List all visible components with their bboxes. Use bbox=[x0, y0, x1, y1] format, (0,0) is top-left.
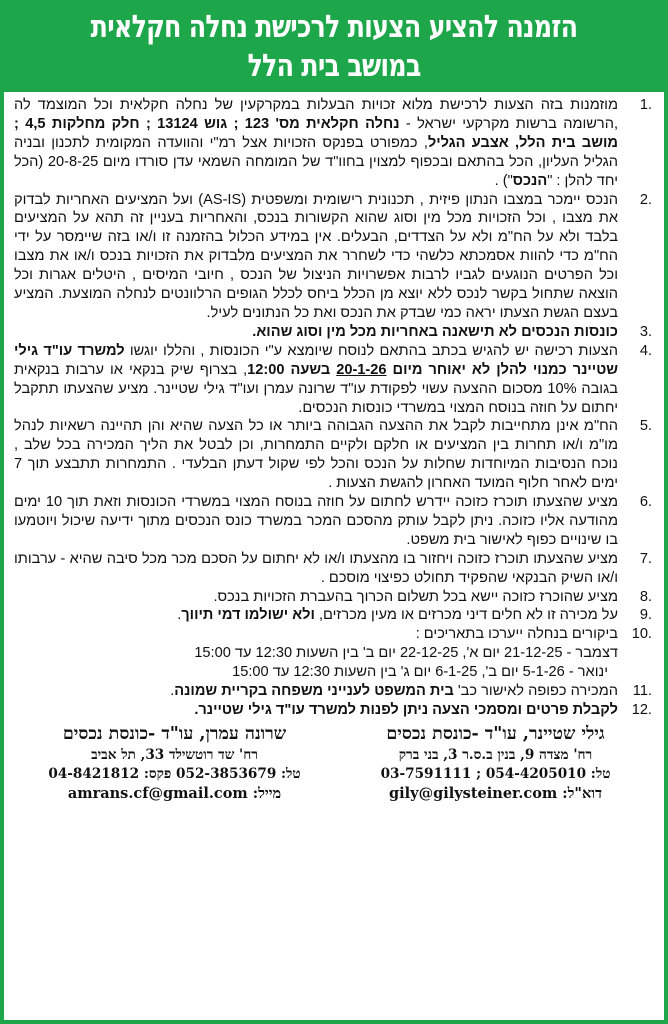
clause-segment: הצעות רכישה יש להגיש בכתב בהתאם לנוסח שיומצא ע"י הכונסות , והללו יוגשו bbox=[124, 342, 618, 359]
clause-item bbox=[14, 682, 656, 701]
emphasis-text: ולא ישולמו דמי תיווך bbox=[181, 607, 315, 624]
clause-text bbox=[14, 342, 618, 418]
emphasis-text: הנכס bbox=[512, 172, 548, 189]
emphasis-text: לקבלת פרטים ומסמכי הצעה ניתן לפנות למשרד עו"ד גילי שטיינר. bbox=[194, 702, 618, 718]
clause-number: 11. bbox=[632, 683, 652, 700]
clause-segment: מוזמנות בזה הצעות לרכישת מלוא זכויות הבעלות במקרקעין של נחלה חקלאית וכל המוצמד לה ,הרשומה ברשות מקרקעי ישראל - bbox=[14, 97, 619, 132]
clause-number: 5. bbox=[639, 418, 652, 435]
visit-january: ינואר - 5-1-26 יום ב', 6-1-25 יום ג' בין השעות 12:30 עד 15:00 bbox=[232, 664, 608, 681]
clause-segment: ביקורים בנחלה ייערכו בתאריכים : bbox=[415, 626, 618, 643]
clause-segment: על מכירה זו לא חלים דיני מכרזים או מעין מכרזים, bbox=[314, 607, 618, 624]
clause-item bbox=[14, 625, 656, 644]
clause-segment: . bbox=[177, 607, 182, 624]
clauses-list-tail bbox=[14, 682, 656, 720]
notice-body bbox=[4, 92, 664, 804]
clause-segment: , כמפורט בפנקס הזכויות אצל רמ"י והוועדה המקומית לתכנון ובניה הגליל העליון, הכל בהתאם ובכפוף למצוין בחוו"ד של המומחה השמאי עדן סורדו מיום 20-8-25 (הכל יחד להלן : " bbox=[14, 134, 618, 189]
clause-number: 6. bbox=[639, 494, 652, 511]
signer-address: רח' מצדה 9, בנין ב.ס.ר 3, בני ברק bbox=[398, 746, 593, 763]
visit-dates bbox=[14, 644, 656, 682]
clause-number: 12. bbox=[631, 702, 652, 718]
signer-phone: טל: 054-4205010 ; 03-7591111 bbox=[380, 765, 611, 782]
emphasis-text: בית המשפט לענייני משפחה בקריית שמונה bbox=[174, 683, 454, 700]
clause-item bbox=[14, 701, 656, 720]
clause-segment: , בצרוף שיק בנקאי או ערבות בנקאית בגובה 10% מסכום ההצעה עשוי לפקודת עו"ד שרונה עמרן ועו"ד גילי שטיינר. מציע שהצעתו תתקבל יחתום על חוזה בנוסח המצוי במשרדי כונסות הנכסים. bbox=[14, 361, 618, 416]
clause-text bbox=[14, 701, 618, 720]
signer-name: גילי שטיינר, עו"ד -כונסת נכסים bbox=[386, 723, 605, 744]
clause-text bbox=[14, 96, 618, 191]
clause-text bbox=[14, 588, 618, 607]
clause-segment: הח"מ אינן מתחייבות לקבל את ההצעה הגבוהה ביותר או כל הצעה שהיא והן תהיינה רשאיות לנהל מו"מ ו/או תחרות בין המציעים או חלקם ולקיים התמחרות, וכן לבטל את הליך המכירה בכל שלב , נוכח הנסיבות המיוחדות שחלות על הנכס והכל לפי שקול דעתן הבלעדי . התמחרות תתבצע תוך 7 ימים לאחר חלוף המועד האחרון להגשת הצעות . bbox=[14, 418, 618, 492]
clause-text bbox=[14, 625, 618, 644]
emphasis-text: כונסות הנכסים לא תישאנה באחריות מכל מין וסוג שהוא. bbox=[252, 323, 618, 340]
clause-number: 8. bbox=[639, 588, 652, 605]
title-line-1: הזמנה להציע הצעות לרכישת נחלה חקלאית bbox=[90, 9, 578, 45]
clause-text bbox=[14, 493, 618, 550]
clause-item bbox=[14, 342, 656, 418]
signer-email[interactable]: מייל: amrans.cf@gmail.com bbox=[67, 784, 282, 802]
notice-header bbox=[4, 4, 664, 92]
signer-address: רח' שד רוטשילד 33, תל אביב bbox=[91, 746, 258, 763]
clause-segment: . bbox=[170, 683, 175, 700]
emphasis-text: בשעה 12:00 bbox=[247, 361, 337, 378]
clause-segment: מציע שהוכרז כזוכה יישא בכל תשלום הכרוך בהעברת הזכויות בנכס. bbox=[213, 588, 618, 605]
clause-segment: המכירה כפופה לאישור כב' bbox=[453, 683, 618, 700]
clause-item bbox=[14, 606, 656, 625]
clause-text bbox=[14, 550, 618, 588]
clause-number: 10. bbox=[631, 626, 652, 643]
signatures bbox=[14, 722, 656, 804]
clause-text bbox=[14, 417, 618, 493]
emphasis-text: נחלה חקלאית מס' 123 ; גוש 13124 ; חלק מחלקות 4,5 ; מושב בית הלל, אצבע הגליל bbox=[14, 115, 618, 151]
clauses-list bbox=[14, 96, 656, 644]
clause-segment: הנכס יימכר במצבו הנתון פיזית , תכנונית רישומית ומשפטית (AS-IS) ועל המציעים האחריות לבדוק את מצבו , וכל הזכויות מכל מין וסוג שהוא הקשורות בנכס, והאחריות בעניין זה תהא על המציעים בלבד ולא על הח"מ ולא על הצדדים, הבעלים. אין במידע הכלול בהזמנה זו ו/או בזה שיימסר על ידי הח"מ כדי להוות אסמכתא כלשהי כדי לשחרר את המציעים מלבדוק את הזכויות בנכס ו/או את מצבו וכל הפרטים הנוגעים לגביו לרבות אפשרויות הניצול של הנכס , חיובי המיסים , היטלים אגרות וכל הוצאה שתחול בקשר לנכס ללא יוצא מן הכלל ביחס לכלל הגופים הרלוונטים לנחלה המוצעת. המציע בעצם הגשת הצעתו יראה כמי שבדק את הנכס ואת כל הנתונים לעיל. bbox=[14, 191, 618, 321]
clause-text bbox=[14, 191, 618, 323]
clause-text bbox=[14, 606, 618, 625]
emphasis-text: למשרד עו"ד גילי שטיינר כמנוי להלן לא יאוחר מיום bbox=[14, 342, 618, 378]
clause-number: 9. bbox=[639, 607, 652, 624]
title-line-2: במושב בית הלל bbox=[247, 48, 421, 84]
clause-number: 2. bbox=[639, 191, 652, 208]
clause-segment: מציע שהצעתו תוכרז כזוכה ויחזור בו מהצעתו ו/או לא יחתום על הסכם מכר מכל סיבה שהיא - ערבותו ו/או השיק הבנקאי שהפקיד תחולט כפיצוי מוסכם . bbox=[14, 550, 618, 586]
clause-number: 7. bbox=[639, 550, 652, 567]
signer-email[interactable]: דוא"ל: gily@gilysteiner.com bbox=[389, 784, 602, 802]
clause-segment: ") . bbox=[494, 172, 513, 189]
clause-number: 3. bbox=[639, 323, 652, 340]
clause-number: 4. bbox=[639, 342, 652, 359]
clause-item bbox=[14, 588, 656, 607]
clause-text bbox=[14, 323, 618, 342]
clause-number: 1. bbox=[639, 97, 652, 113]
clause-text bbox=[14, 682, 618, 701]
clause-item bbox=[14, 96, 656, 191]
signature-gily-steiner bbox=[335, 722, 656, 804]
clause-item bbox=[14, 493, 656, 550]
clause-item bbox=[14, 417, 656, 493]
signature-sharona-amran bbox=[14, 722, 335, 804]
signer-phone: טל: 052-3853679 פקס: 04-8421812 bbox=[48, 765, 301, 782]
signer-name: שרונה עמרן, עו"ד -כונסת נכסים bbox=[62, 723, 287, 744]
clause-segment: מציע שהצעתו תוכרז כזוכה יידרש לחתום על חוזה בנוסח המצוי במשרדי הכונסות וזאת תוך 10 ימים מהודעה אליו כזוכה. ניתן לקבל עותק מהסכם המכר במשרד כונס הנכסים מתוך ידיעה שיכול ויוטמעו בו שינויים כפוף לאישור בית משפט. bbox=[14, 494, 618, 548]
clause-item bbox=[14, 550, 656, 588]
clause-item bbox=[14, 323, 656, 342]
visit-december: דצמבר - 21-12-25 יום א', 22-12-25 יום ב' בין השעות 12:30 עד 15:00 bbox=[194, 645, 618, 662]
emphasis-text: 20-1-26 bbox=[336, 361, 387, 378]
clause-item bbox=[14, 191, 656, 323]
